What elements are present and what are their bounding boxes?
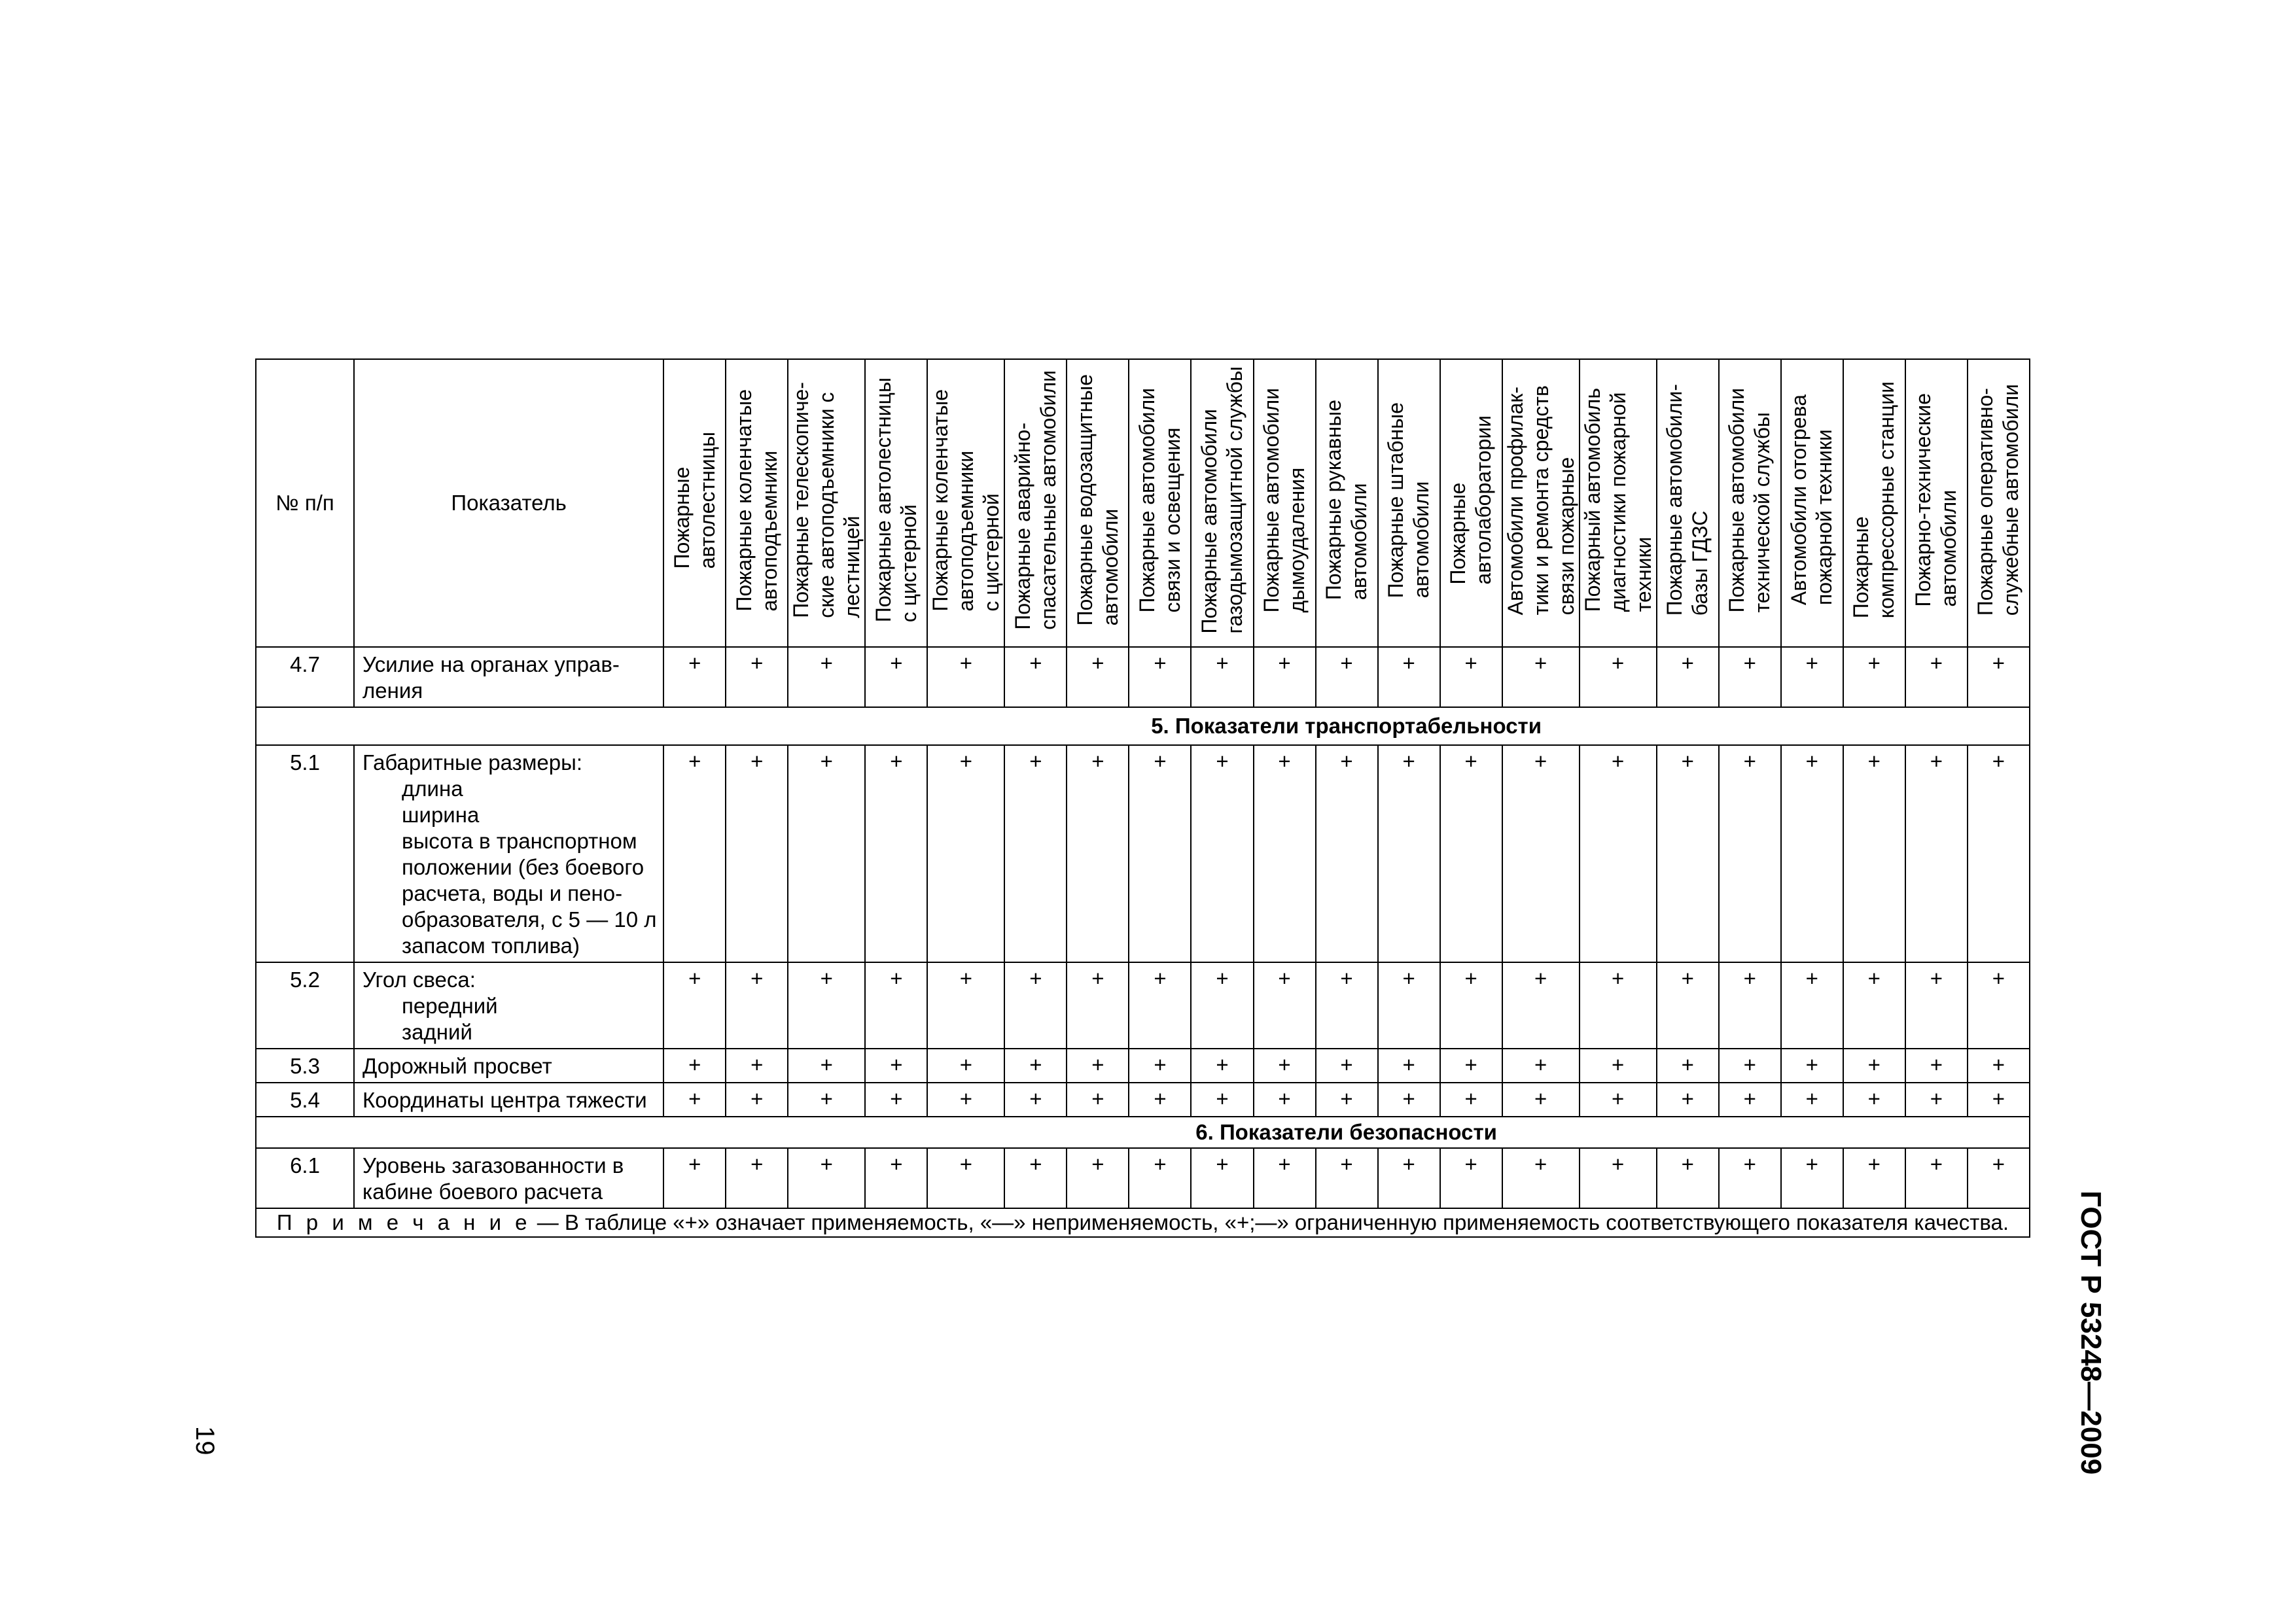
applicability-mark: + bbox=[1719, 962, 1781, 1049]
applicability-mark: + bbox=[1657, 647, 1719, 707]
applicability-mark: + bbox=[1004, 647, 1067, 707]
indicators-table-container bbox=[255, 358, 2030, 1234]
applicability-mark: + bbox=[726, 962, 788, 1049]
indicator-text: Координаты центра тяжести bbox=[362, 1088, 647, 1112]
applicability-mark: + bbox=[1316, 745, 1378, 962]
applicability-mark: + bbox=[1129, 1049, 1191, 1083]
applicability-mark: + bbox=[1719, 1148, 1781, 1208]
applicability-mark: + bbox=[663, 745, 726, 962]
applicability-mark: + bbox=[1254, 1049, 1316, 1083]
header-vehicle-type-label: Пожарно-технические автомобили bbox=[1911, 393, 1961, 607]
applicability-mark: + bbox=[1316, 1148, 1378, 1208]
applicability-mark: + bbox=[1843, 647, 1905, 707]
header-vehicle-type bbox=[1781, 359, 1843, 647]
header-vehicle-type bbox=[726, 359, 788, 647]
row-number: 5.2 bbox=[256, 962, 354, 1049]
header-vehicle-type-label: Автомобили отогрева пожарной техники bbox=[1787, 394, 1837, 606]
applicability-mark: + bbox=[788, 647, 865, 707]
header-vehicle-type-label: Пожарные водозащитные автомобили bbox=[1072, 374, 1122, 626]
applicability-mark: + bbox=[1781, 647, 1843, 707]
applicability-mark: + bbox=[1657, 962, 1719, 1049]
indicator-text: Дорожный просвет bbox=[362, 1054, 552, 1078]
applicability-mark: + bbox=[1968, 745, 2030, 962]
applicability-mark: + bbox=[1905, 1083, 1968, 1117]
applicability-mark: + bbox=[1191, 647, 1253, 707]
applicability-mark: + bbox=[663, 1083, 726, 1117]
applicability-mark: + bbox=[1067, 745, 1129, 962]
applicability-mark: + bbox=[1004, 1083, 1067, 1117]
header-vehicle-type-label: Пожарные автолестницы bbox=[669, 431, 719, 569]
applicability-mark: + bbox=[1968, 1083, 2030, 1117]
applicability-mark: + bbox=[865, 962, 927, 1049]
indicator-subitem: передний bbox=[402, 994, 498, 1018]
applicability-mark: + bbox=[726, 745, 788, 962]
header-vehicle-type bbox=[1316, 359, 1378, 647]
applicability-mark: + bbox=[663, 1148, 726, 1208]
indicator-subitem: ширина bbox=[402, 803, 480, 827]
applicability-mark: + bbox=[788, 962, 865, 1049]
indicator-text: Усилие на органах управ- ления bbox=[362, 652, 620, 703]
applicability-mark: + bbox=[927, 962, 1004, 1049]
applicability-mark: + bbox=[1191, 745, 1253, 962]
applicability-mark: + bbox=[1254, 745, 1316, 962]
applicability-mark: + bbox=[788, 745, 865, 962]
applicability-mark: + bbox=[1191, 962, 1253, 1049]
header-vehicle-type-label: Пожарные автомобили дымоудаления bbox=[1260, 387, 1309, 613]
applicability-mark: + bbox=[1781, 1148, 1843, 1208]
applicability-mark: + bbox=[1502, 1049, 1580, 1083]
header-vehicle-type bbox=[1905, 359, 1968, 647]
indicator-text: Габаритные размеры: bbox=[362, 750, 583, 775]
applicability-mark: + bbox=[1843, 962, 1905, 1049]
header-vehicle-type bbox=[1580, 359, 1657, 647]
applicability-mark: + bbox=[663, 647, 726, 707]
document-code-text: ГОСТ Р 53248—2009 bbox=[2075, 1191, 2107, 1475]
applicability-mark: + bbox=[1440, 745, 1502, 962]
applicability-mark: + bbox=[865, 1083, 927, 1117]
header-vehicle-type bbox=[927, 359, 1004, 647]
applicability-mark: + bbox=[1440, 1083, 1502, 1117]
section-row-spacer bbox=[256, 1117, 663, 1148]
header-vehicle-type-label: Пожарный автомобиль диагностики пожарной техники bbox=[1580, 388, 1655, 612]
applicability-mark: + bbox=[726, 647, 788, 707]
header-vehicle-type bbox=[1067, 359, 1129, 647]
applicability-mark: + bbox=[1905, 1148, 1968, 1208]
header-vehicle-type bbox=[1378, 359, 1440, 647]
applicability-mark: + bbox=[1781, 1049, 1843, 1083]
applicability-mark: + bbox=[1502, 647, 1580, 707]
applicability-mark: + bbox=[726, 1049, 788, 1083]
applicability-mark: + bbox=[726, 1083, 788, 1117]
indicator-text: Угол свеса: bbox=[362, 968, 476, 992]
row-indicator bbox=[354, 745, 663, 962]
applicability-mark: + bbox=[865, 647, 927, 707]
applicability-mark: + bbox=[1968, 647, 2030, 707]
applicability-mark: + bbox=[726, 1148, 788, 1208]
table-note bbox=[256, 1208, 2030, 1237]
page-number bbox=[190, 1426, 229, 1472]
header-vehicle-type-label: Пожарные автомобили технической службы bbox=[1725, 387, 1775, 613]
row-number: 5.3 bbox=[256, 1049, 354, 1083]
row-number: 4.7 bbox=[256, 647, 354, 707]
applicability-mark: + bbox=[1781, 745, 1843, 962]
applicability-mark: + bbox=[1067, 1148, 1129, 1208]
row-indicator bbox=[354, 1148, 663, 1208]
applicability-mark: + bbox=[1440, 1049, 1502, 1083]
header-vehicle-type bbox=[865, 359, 927, 647]
applicability-mark: + bbox=[1191, 1083, 1253, 1117]
header-vehicle-type-label: Пожарные автомобили- базы ГДЗС bbox=[1663, 384, 1712, 616]
table-row bbox=[256, 1083, 2030, 1117]
applicability-mark: + bbox=[1580, 962, 1657, 1049]
applicability-mark: + bbox=[1316, 1083, 1378, 1117]
applicability-mark: + bbox=[1316, 962, 1378, 1049]
row-indicator bbox=[354, 1049, 663, 1083]
applicability-mark: + bbox=[927, 1049, 1004, 1083]
section-row bbox=[256, 707, 2030, 745]
header-num: № п/п bbox=[256, 359, 354, 647]
applicability-mark: + bbox=[1843, 1148, 1905, 1208]
applicability-mark: + bbox=[788, 1083, 865, 1117]
applicability-mark: + bbox=[1781, 1083, 1843, 1117]
header-vehicle-type-label: Пожарные оперативно- служебные автомобили bbox=[1973, 384, 2023, 616]
header-vehicle-type-label: Пожарные автолестницы с цистерной bbox=[871, 377, 921, 623]
applicability-mark: + bbox=[1502, 745, 1580, 962]
applicability-mark: + bbox=[1968, 1148, 2030, 1208]
table-row bbox=[256, 962, 2030, 1049]
applicability-mark: + bbox=[1378, 1049, 1440, 1083]
page-number-text: 19 bbox=[190, 1426, 219, 1456]
header-vehicle-type bbox=[1440, 359, 1502, 647]
note-text: — В таблице «+» означает применяемость, «—» неприменяемость, «+;—» ограниченную применяемость соответствующего показателя качества. bbox=[531, 1210, 2009, 1234]
section-title: 5. Показатели транспортабельности bbox=[663, 707, 2030, 745]
applicability-mark: + bbox=[1719, 647, 1781, 707]
applicability-mark: + bbox=[1843, 1049, 1905, 1083]
applicability-mark: + bbox=[1657, 1083, 1719, 1117]
header-vehicle-type-label: Пожарные рукавные автомобили bbox=[1322, 400, 1371, 601]
applicability-mark: + bbox=[1657, 1049, 1719, 1083]
applicability-mark: + bbox=[1843, 1083, 1905, 1117]
applicability-mark: + bbox=[865, 745, 927, 962]
applicability-mark: + bbox=[1129, 1083, 1191, 1117]
header-vehicle-type-label: Пожарные коленчатые автоподъемники с цистерной bbox=[928, 389, 1004, 612]
applicability-mark: + bbox=[1378, 1083, 1440, 1117]
applicability-mark: + bbox=[1905, 1049, 1968, 1083]
table-row bbox=[256, 1148, 2030, 1208]
applicability-mark: + bbox=[1378, 647, 1440, 707]
applicability-mark: + bbox=[1004, 962, 1067, 1049]
table-row bbox=[256, 1049, 2030, 1083]
header-indicator: Показатель bbox=[354, 359, 663, 647]
header-vehicle-type bbox=[663, 359, 726, 647]
header-vehicle-type bbox=[1129, 359, 1191, 647]
applicability-mark: + bbox=[1657, 1148, 1719, 1208]
applicability-mark: + bbox=[1719, 1049, 1781, 1083]
header-vehicle-type bbox=[1254, 359, 1316, 647]
applicability-mark: + bbox=[865, 1049, 927, 1083]
row-number: 5.4 bbox=[256, 1083, 354, 1117]
header-vehicle-type-label: Автомобили профилак- тики и ремонта средств связи пожарные bbox=[1503, 385, 1578, 616]
applicability-mark: + bbox=[788, 1148, 865, 1208]
applicability-mark: + bbox=[1440, 647, 1502, 707]
applicability-mark: + bbox=[1254, 1083, 1316, 1117]
applicability-mark: + bbox=[1067, 962, 1129, 1049]
applicability-mark: + bbox=[1968, 962, 2030, 1049]
applicability-mark: + bbox=[927, 745, 1004, 962]
applicability-mark: + bbox=[1316, 1049, 1378, 1083]
header-vehicle-type bbox=[1004, 359, 1067, 647]
applicability-mark: + bbox=[1004, 1049, 1067, 1083]
applicability-mark: + bbox=[1905, 647, 1968, 707]
applicability-mark: + bbox=[1719, 1083, 1781, 1117]
applicability-mark: + bbox=[1067, 1049, 1129, 1083]
applicability-mark: + bbox=[1254, 647, 1316, 707]
applicability-mark: + bbox=[927, 1148, 1004, 1208]
section-row bbox=[256, 1117, 2030, 1148]
applicability-mark: + bbox=[1719, 745, 1781, 962]
header-vehicle-type-label: Пожарные компрессорные станции bbox=[1849, 381, 1899, 619]
row-indicator bbox=[354, 962, 663, 1049]
applicability-mark: + bbox=[1191, 1049, 1253, 1083]
applicability-mark: + bbox=[1129, 962, 1191, 1049]
header-vehicle-type-label: Пожарные автомобили связи и освещения bbox=[1135, 387, 1184, 613]
header-vehicle-type bbox=[1843, 359, 1905, 647]
applicability-mark: + bbox=[1440, 1148, 1502, 1208]
header-vehicle-type-label: Пожарные штабные автомобили bbox=[1384, 402, 1434, 599]
applicability-mark: + bbox=[1067, 647, 1129, 707]
applicability-mark: + bbox=[1657, 745, 1719, 962]
applicability-mark: + bbox=[1378, 962, 1440, 1049]
applicability-mark: + bbox=[927, 1083, 1004, 1117]
indicator-subitem: задний bbox=[402, 1020, 472, 1044]
applicability-mark: + bbox=[1129, 1148, 1191, 1208]
row-number: 6.1 bbox=[256, 1148, 354, 1208]
applicability-mark: + bbox=[1968, 1049, 2030, 1083]
header-vehicle-type bbox=[1657, 359, 1719, 647]
header-vehicle-type-label: Пожарные автолаборатории bbox=[1446, 415, 1496, 585]
indicator-subitem: высота в транспортном положении (без боевого расчета, воды и пено-образователя, с 5 — 10 л запасом топлива) bbox=[402, 829, 657, 958]
row-indicator bbox=[354, 647, 663, 707]
applicability-mark: + bbox=[1191, 1148, 1253, 1208]
note-label: П р и м е ч а н и е bbox=[276, 1210, 531, 1234]
header-vehicle-type-label: Пожарные телескопиче- ские автоподъемники с лестницей bbox=[789, 382, 864, 618]
applicability-mark: + bbox=[1004, 745, 1067, 962]
row-number: 5.1 bbox=[256, 745, 354, 962]
header-vehicle-type bbox=[1502, 359, 1580, 647]
table-row bbox=[256, 745, 2030, 962]
applicability-mark: + bbox=[927, 647, 1004, 707]
applicability-mark: + bbox=[1843, 745, 1905, 962]
applicability-mark: + bbox=[1580, 1083, 1657, 1117]
header-vehicle-type-label: Пожарные автомобили газодымозащитной службы bbox=[1197, 366, 1246, 634]
applicability-mark: + bbox=[1580, 745, 1657, 962]
header-vehicle-type bbox=[1191, 359, 1253, 647]
row-indicator bbox=[354, 1083, 663, 1117]
indicator-subitem: длина bbox=[402, 777, 463, 801]
applicability-mark: + bbox=[1502, 962, 1580, 1049]
indicators-table bbox=[255, 358, 2030, 1238]
applicability-mark: + bbox=[1378, 745, 1440, 962]
section-row-spacer bbox=[256, 707, 663, 745]
applicability-mark: + bbox=[1129, 647, 1191, 707]
applicability-mark: + bbox=[663, 962, 726, 1049]
applicability-mark: + bbox=[1316, 647, 1378, 707]
applicability-mark: + bbox=[663, 1049, 726, 1083]
header-vehicle-type-label: Пожарные аварийно- спасательные автомобили bbox=[1010, 370, 1060, 630]
section-title: 6. Показатели безопасности bbox=[663, 1117, 2030, 1148]
applicability-mark: + bbox=[1905, 962, 1968, 1049]
header-vehicle-type bbox=[788, 359, 865, 647]
applicability-mark: + bbox=[1067, 1083, 1129, 1117]
applicability-mark: + bbox=[1129, 745, 1191, 962]
document-code bbox=[2074, 1191, 2120, 1475]
applicability-mark: + bbox=[788, 1049, 865, 1083]
header-vehicle-type bbox=[1968, 359, 2030, 647]
applicability-mark: + bbox=[1580, 1148, 1657, 1208]
applicability-mark: + bbox=[1580, 647, 1657, 707]
applicability-mark: + bbox=[1580, 1049, 1657, 1083]
indicator-text: Уровень загазованности в кабине боевого расчета bbox=[362, 1153, 624, 1204]
applicability-mark: + bbox=[1781, 962, 1843, 1049]
table-header-row bbox=[256, 359, 2030, 647]
applicability-mark: + bbox=[1378, 1148, 1440, 1208]
header-vehicle-type-label: Пожарные коленчатые автоподъемники bbox=[732, 389, 781, 612]
note-row bbox=[256, 1208, 2030, 1237]
applicability-mark: + bbox=[1254, 1148, 1316, 1208]
applicability-mark: + bbox=[1905, 745, 1968, 962]
header-vehicle-type bbox=[1719, 359, 1781, 647]
applicability-mark: + bbox=[1254, 962, 1316, 1049]
applicability-mark: + bbox=[865, 1148, 927, 1208]
table-row bbox=[256, 647, 2030, 707]
applicability-mark: + bbox=[1502, 1148, 1580, 1208]
applicability-mark: + bbox=[1440, 962, 1502, 1049]
applicability-mark: + bbox=[1502, 1083, 1580, 1117]
applicability-mark: + bbox=[1004, 1148, 1067, 1208]
